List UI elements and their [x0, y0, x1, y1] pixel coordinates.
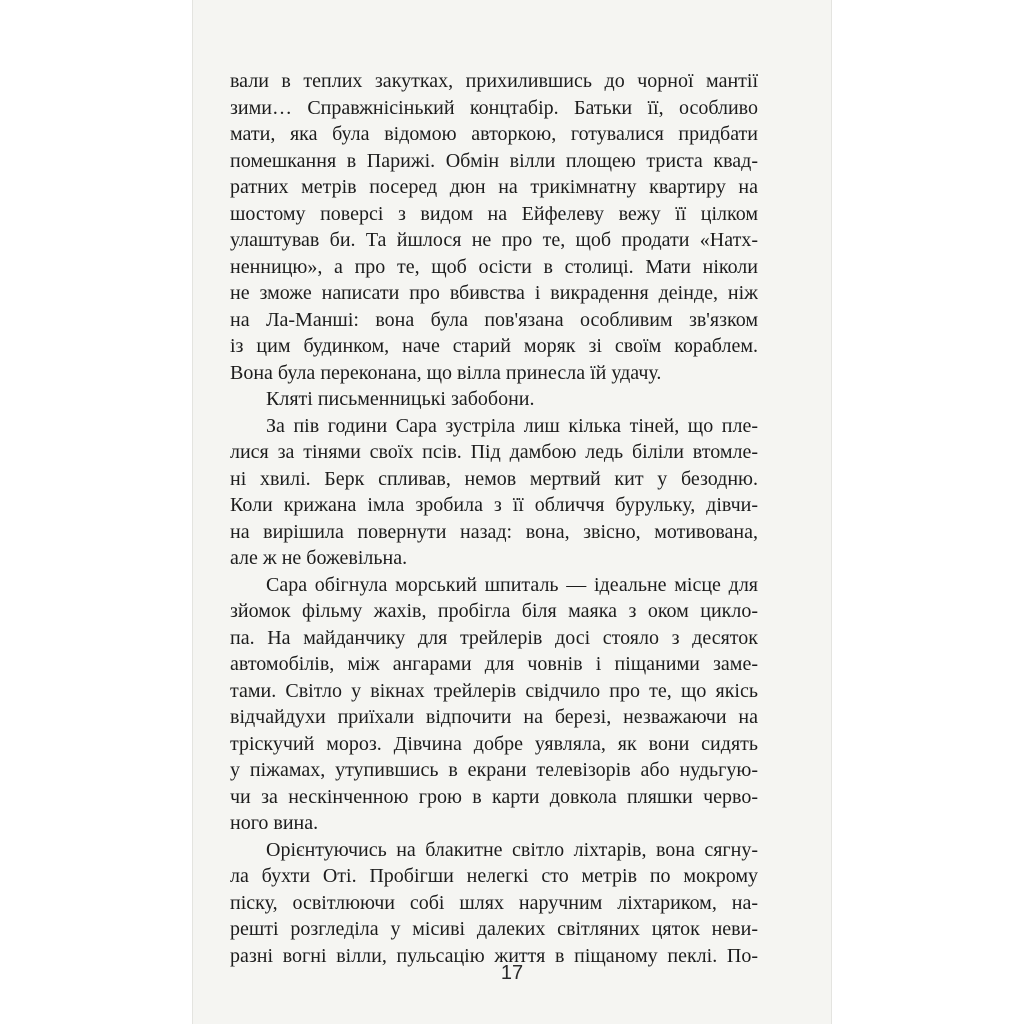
text-line: не зможе написати про вбивства і викрадення деінде, ніж: [230, 282, 758, 304]
text-line: Кляті письменницькі забобони.: [266, 388, 535, 410]
text-line: у піжамах, утупившись в екрани телевізорів або нудьгую-: [230, 759, 758, 781]
text-line: ні хвилі. Берк спливав, немов мертвий кит у безодню.: [230, 467, 758, 490]
text-line: на вирішила повернути назад: вона, звісно, мотивована,: [230, 520, 758, 543]
text-line: За пів години Сара зустріла лиш кілька тіней, що пле-: [266, 414, 758, 437]
text-line: чи за нескінченною грою в карти довкола пляшки черво-: [230, 785, 758, 808]
text-line: зими… Справжнісінький концтабір. Батьки її, особливо: [230, 96, 758, 119]
text-line: ного вина.: [230, 812, 319, 834]
text-line: шостому поверсі з видом на Ейфелеву вежу її цілком: [230, 202, 758, 225]
text-line: із цим будинком, наче старий моряк зі своїм кораблем.: [230, 335, 758, 357]
text-line: тріскучий мороз. Дівчина добре уявляла, як вони сидять: [230, 732, 758, 755]
text-line: вали в теплих закутках, прихилившись до чорної мантії: [230, 70, 758, 92]
text-line: Вона була переконана, що вілла принесла їй удачу.: [230, 361, 662, 384]
text-line: Сара обігнула морський шпиталь — ідеальне місце для: [266, 573, 758, 596]
text-line: помешкання в Парижі. Обмін вілли площею триста квад-: [230, 149, 758, 172]
text-line: автомобілів, між ангарами для човнів і піщаними заме-: [230, 653, 758, 675]
text-line: па. На майданчику для трейлерів досі стояло з десяток: [230, 626, 758, 649]
text-line: але ж не божевільна.: [230, 547, 408, 569]
page-number: 17: [500, 962, 524, 984]
body-text: [230, 68, 758, 969]
text-line: відчайдухи приїхали відпочити на березі, незважаючи на: [230, 706, 758, 728]
text-line: мати, яка була відомою авторкою, готувалися придбати: [230, 123, 758, 145]
text-line: тами. Світло у вікнах трейлерів свідчило про те, що якісь: [230, 679, 758, 702]
text-line: решті розгледіла у місиві далеких світляних цяток неви-: [230, 918, 758, 940]
text-line: улаштував би. Та йшлося не про те, щоб продати «Натх-: [230, 229, 758, 251]
text-line: ла бухти Оті. Пробігши нелегкі сто метрів по мокрому: [230, 865, 758, 887]
text-line: ратних метрів посеред дюн на трикімнатну квартиру на: [230, 176, 758, 198]
text-line: зйомок фільму жахів, пробігла біля маяка з оком цикло-: [230, 600, 758, 622]
book-page: [192, 0, 832, 1024]
text-line: ненницю», а про те, щоб осісти в столиці. Мати ніколи: [230, 255, 758, 278]
text-line: на Ла-Манші: вона була пов'язана особливим зв'язком: [230, 308, 758, 331]
text-line: лися за тінями своїх псів. Під дамбою ледь біліли втомле-: [230, 441, 758, 463]
text-line: піску, освітлюючи собі шлях наручним ліхтариком, на-: [230, 891, 758, 914]
text-line: Коли крижана імла зробила з її обличчя бурульку, дівчи-: [230, 494, 758, 516]
text-line: разні вогні вілли, пульсацію життя в піщаному пеклі. По-: [230, 944, 758, 967]
text-line: Орієнтуючись на блакитне світло ліхтарів, вона сягну-: [266, 838, 758, 861]
